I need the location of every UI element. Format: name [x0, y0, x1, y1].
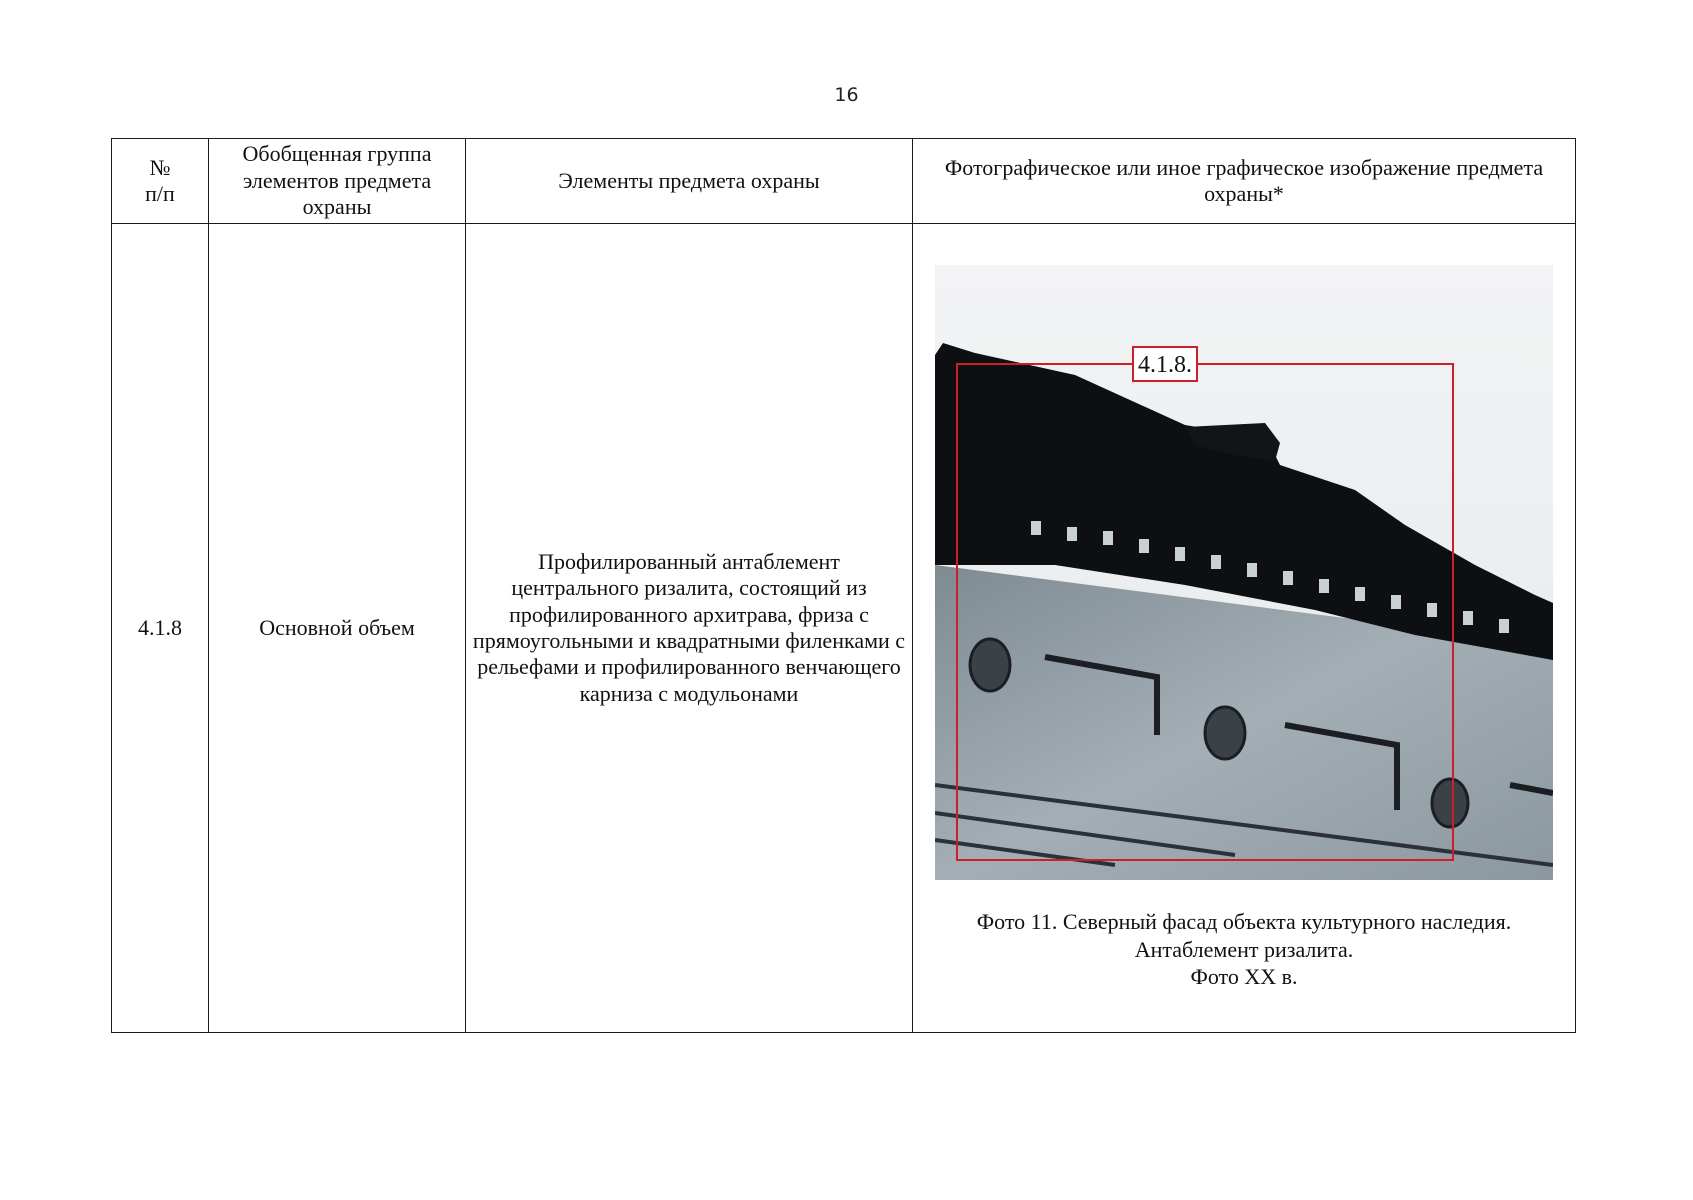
row-description: Профилированный антаблемент центрального ризалита, состоящий из профилированного архитрава, фриза с прямоугольными и квадратными филенками с рельефами и профилированного венчающего карниза с модульонами [466, 224, 913, 1033]
heritage-register-table [111, 138, 1576, 1033]
page-number: 16 [834, 84, 859, 106]
photo-caption [919, 908, 1569, 991]
table-header-row [112, 139, 1576, 224]
row-group: Основной объем [209, 224, 466, 1033]
row-number: 4.1.8 [112, 224, 209, 1033]
row-image-cell [913, 224, 1576, 1033]
header-number: № п/п [112, 139, 209, 224]
header-elements: Элементы предмета охраны [466, 139, 913, 224]
caption-line-3: Фото XX в. [1190, 964, 1298, 990]
photo-container [935, 265, 1553, 880]
header-image: Фотографическое или иное графическое изображение предмета охраны* [913, 139, 1576, 224]
header-group: Обобщенная группа элементов предмета охраны [209, 139, 466, 224]
caption-line-2: Антаблемент ризалита. [1134, 936, 1354, 962]
table-row [112, 224, 1576, 1033]
caption-line-1: Фото 11. Северный фасад объекта культурного наследия. [976, 909, 1512, 935]
facade-photo [935, 265, 1553, 880]
photo-annotation-label: 4.1.8. [1138, 352, 1192, 379]
